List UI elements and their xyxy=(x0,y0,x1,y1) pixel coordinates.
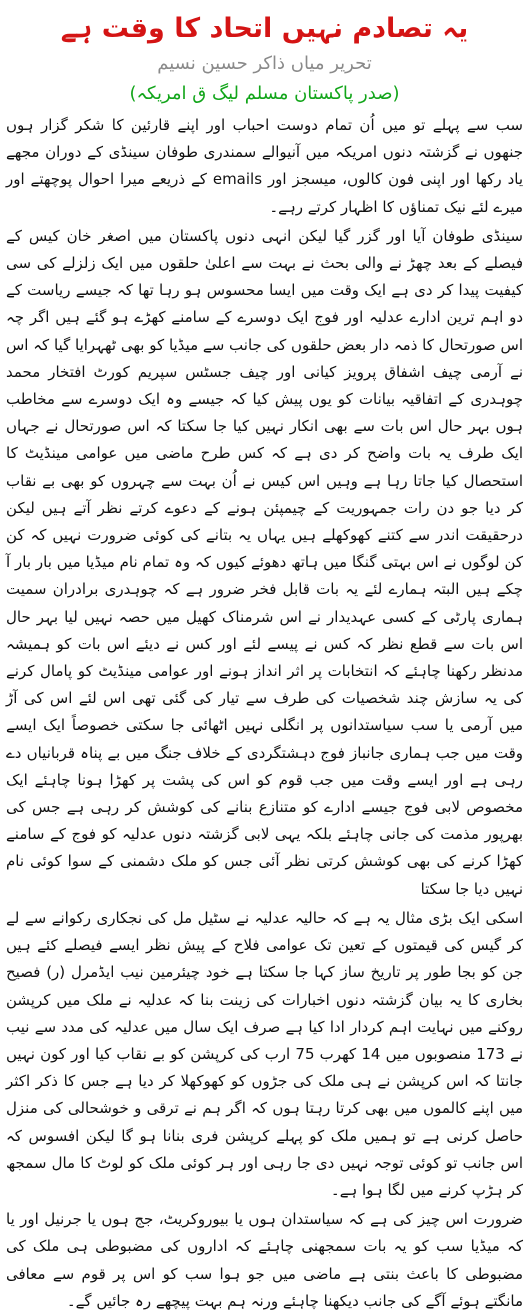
article-page xyxy=(0,12,529,1310)
article-paragraph: سب سے پہلے تو میں اُن تمام دوست احباب اور اپنے قارئین کا شکر گزار ہوں جنھوں نے گزشتہ دنوں امریکہ میں آنیوالے سمندری طوفان سینڈی کے دوران مجھے یاد رکھا اور اپنی فون کالوں، میسجز اور emails کے ذریعے میرا احوال پوچھتے اور میرے لئے نیک تمناؤں کا اظہار کرتے رہے۔ xyxy=(6,116,523,216)
article-subtitle: (صدر پاکستان مسلم لیگ ق امریکہ) xyxy=(129,83,400,104)
article-paragraph: سینڈی طوفان آیا اور گزر گیا لیکن انہی دنوں پاکستان میں اصغر خان کیس کے فیصلے کے بعد چھڑ نے والی بحث نے بہت سے اعلیٰ حلقوں میں ایک زلزلے کی سی کیفیت پیدا کر دی ہے ایک وقت میں ایسا محسوس ہو رہا تھا کہ جیسے ریاست کے دو اہم ترین ادارے عدلیہ اور فوج ایک دوسرے کے سامنے کھڑے ہو گئے ہیں اگر چہ اس صورتحال کا ذمہ دار بعض حلقوں کی جانب سے میڈیا کو بھی ٹھہرایا گیا کہ اس نے آرمی چیف اشفاق پرویز کیانی اور چیف جسٹس سپریم کورٹ افتخار محمد چوہدری کے اتفاقیہ بیانات کو یوں پیش کیا کہ جیسے وہ ایک دوسرے سے مخاطب ہوں بہر حال اس بات سے بھی انکار نہیں کیا جا سکتا کہ اس صورتحال نے جہاں ایک طرف یہ بات واضح کر دی ہے کہ کس طرح ماضی میں عوامی مینڈیٹ کا استحصال کیا جاتا رہا ہے وہیں اس کیس نے اُن بہت سے چہروں کو بھی بے نقاب کر دیا جو دن رات جمہوریت کے چیمپئن ہونے کے دعوے کرتے نظر آتے ہیں لیکن درحقیقت اندر سے کتنے کھوکھلے ہیں یہاں یہ بتانے کی کوئی ضرورت نہیں کہ کن کن لوگوں نے اس بہتی گنگا میں ہاتھ دھوئے کیوں کہ وہ تمام نام میڈیا میں بار بار آ چکے ہیں البتہ ہمارے لئے یہ بات قابل فخر ضرور ہے کہ چوہدری برادران سمیت ہماری پارٹی کے کسی عہدیدار نے اس شرمناک کھیل میں حصہ نہیں لیا بہر حال اس بات سے قطع نظر کہ کس نے پیسے لئے اور کس نے دیئے اس بات کو ہمیشہ مدنظر رکھنا چاہئے کہ انتخابات پر اثر انداز ہونے اور عوامی مینڈیٹ کو پامال کرنے کی یہ سازش چند شخصیات کی طرف سے تیار کی گئی تھی اس لئے اس کی آڑ میں آرمی یا سب سیاستدانوں پر انگلی نہیں اٹھائی جا سکتی خصوصاً ایک ایسے وقت میں جب ہماری جانباز فوج دہشتگردی کے خلاف جنگ میں بے پناہ قربانیاں دے رہی ہے اور ایسے وقت میں جب قوم کو اس کی پشت پر کھڑا ہونا چاہئے ایک مخصوص لابی فوج جیسے ادارے کو متنازع بنانے کی کوشش کر رہی ہے جس کی بھرپور مذمت کی جانی چاہئے بلکہ یہی لابی گزشتہ دنوں عدلیہ کو فوج کے سامنے کھڑا کرنے کی بھی کوشش کرتی نظر آئی جس کو ملک دشمنی کے سوا کوئی نام نہیں دیا جا سکتا xyxy=(6,226,523,898)
article-byline: تحریر میاں ذاکر حسین نسیم xyxy=(157,53,372,74)
article-title: یہ تصادم نہیں اتحاد کا وقت ہے xyxy=(60,13,469,44)
article-paragraph: اسکی ایک بڑی مثال یہ ہے کہ حالیہ عدلیہ نے سٹیل مل کی نجکاری رکوانے سے لے کر گیس کی قیمتوں کے تعین تک عوامی فلاح کے پیش نظر ایسے فیصلے کئے ہیں جن کو بجا طور پر تاریخ ساز کہا جا سکتا ہے خود چیئرمین نیب ایڈمرل (ر) فصیح بخاری کا یہ بیان گزشتہ دنوں اخبارات کی زینت بنا کہ عدلیہ نے ملک میں کرپشن روکنے میں نہایت اہم کردار ادا کیا ہے صرف ایک سال میں عدلیہ کی مدد سے نیب نے 173 منصوبوں میں 14 کھرب 75 ارب کی کرپشن کو بے نقاب کیا اور کون نہیں جانتا کہ اس کرپشن نے ہی ملک کی جڑوں کو کھوکھلا کر دیا ہے جس کا ذکر اکثر میں اپنے کالموں میں بھی کرتا رہتا ہوں کہ اگر ہم نے ترقی و خوشحالی کی منزل حاصل کرنی ہے تو ہمیں ملک کو پہلے کرپشن فری بنانا ہو گا لیکن افسوس کہ اس جانب تو کوئی توجہ نہیں دی جا رہی اور ہر کوئی ملک کو لوٹ کا مال سمجھ کر ہڑپ کرنے میں لگا ہوا ہے۔ xyxy=(6,908,524,1199)
article-paragraph: ضرورت اس چیز کی ہے کہ سیاستدان ہوں یا بیوروکریٹ، جج ہوں یا جرنیل اور یا کہ میڈیا سب کو یہ بات سمجھنی چاہئے کہ اداروں کی مضبوطی ہی ملک کی مضبوطی کا باعث بنتی ہے ماضی میں جو ہوا سب کو اس پر قوم سے معافی مانگتے ہوئے آگے کی جانب دیکھنا چاہئے ورنہ ہم بہت پیچھے رہ جائیں گے۔ xyxy=(6,1210,523,1310)
article-body xyxy=(6,112,523,1315)
